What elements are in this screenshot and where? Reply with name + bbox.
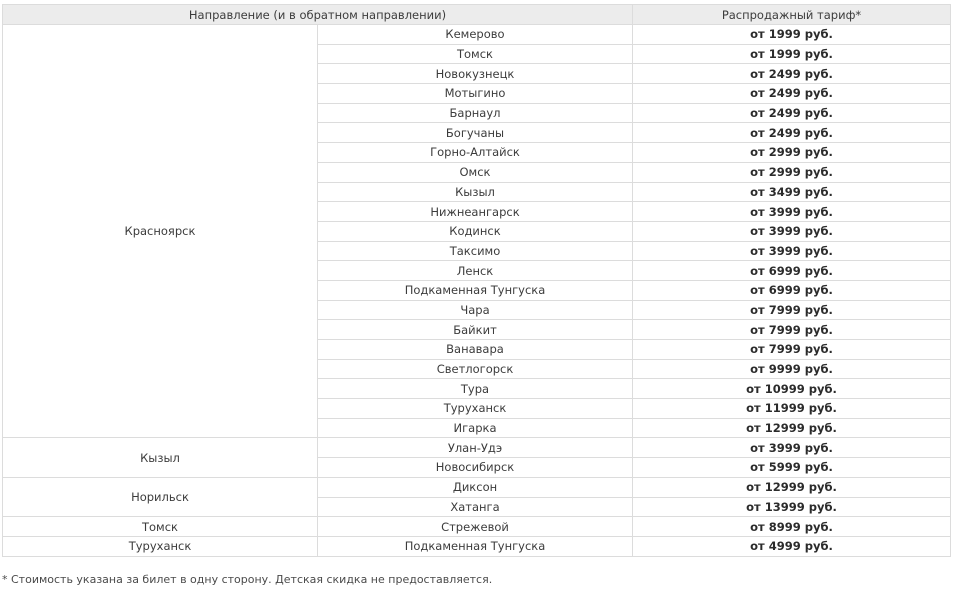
destination-city: Мотыгино <box>318 84 633 104</box>
fares-body <box>3 25 951 557</box>
fare-price: от 7999 руб. <box>633 300 951 320</box>
fare-price: от 8999 руб. <box>633 517 951 537</box>
fare-price: от 1999 руб. <box>633 25 951 45</box>
direction-header: Направление (и в обратном направлении) <box>3 5 633 25</box>
destination-city: Улан-Удэ <box>318 438 633 458</box>
destination-city: Чара <box>318 300 633 320</box>
table-row <box>3 438 951 458</box>
table-row <box>3 25 951 45</box>
fare-price: от 9999 руб. <box>633 359 951 379</box>
fare-price: от 13999 руб. <box>633 497 951 517</box>
fare-price: от 4999 руб. <box>633 536 951 556</box>
destination-city: Стрежевой <box>318 517 633 537</box>
origin-city: Норильск <box>3 477 318 516</box>
origin-city: Томск <box>3 517 318 537</box>
destination-city: Кемерово <box>318 25 633 45</box>
destination-city: Хатанга <box>318 497 633 517</box>
footnote: * Стоимость указана за билет в одну сторону. Детская скидка не предоставляется. <box>2 573 493 586</box>
fare-price: от 5999 руб. <box>633 458 951 478</box>
fare-price: от 6999 руб. <box>633 280 951 300</box>
destination-city: Туруханск <box>318 399 633 419</box>
fare-price: от 2999 руб. <box>633 143 951 163</box>
origin-city: Туруханск <box>3 536 318 556</box>
fare-price: от 3999 руб. <box>633 438 951 458</box>
table-row <box>3 536 951 556</box>
destination-city: Омск <box>318 162 633 182</box>
fare-price: от 11999 руб. <box>633 399 951 419</box>
destination-city: Подкаменная Тунгуска <box>318 536 633 556</box>
fare-price: от 3499 руб. <box>633 182 951 202</box>
fare-price: от 3999 руб. <box>633 202 951 222</box>
destination-city: Светлогорск <box>318 359 633 379</box>
destination-city: Ленск <box>318 261 633 281</box>
destination-city: Горно-Алтайск <box>318 143 633 163</box>
destination-city: Игарка <box>318 418 633 438</box>
fare-price: от 2499 руб. <box>633 123 951 143</box>
destination-city: Кызыл <box>318 182 633 202</box>
table-row <box>3 477 951 497</box>
fares-table <box>2 4 951 557</box>
fare-price: от 12999 руб. <box>633 418 951 438</box>
fare-header: Распродажный тариф* <box>633 5 951 25</box>
fare-price: от 3999 руб. <box>633 221 951 241</box>
fare-price: от 2499 руб. <box>633 84 951 104</box>
fare-price: от 1999 руб. <box>633 44 951 64</box>
destination-city: Новокузнецк <box>318 64 633 84</box>
fare-price: от 2999 руб. <box>633 162 951 182</box>
fare-price: от 7999 руб. <box>633 320 951 340</box>
destination-city: Диксон <box>318 477 633 497</box>
table-header-row <box>3 5 951 25</box>
destination-city: Таксимо <box>318 241 633 261</box>
origin-city: Кызыл <box>3 438 318 477</box>
destination-city: Томск <box>318 44 633 64</box>
destination-city: Кодинск <box>318 221 633 241</box>
fare-price: от 12999 руб. <box>633 477 951 497</box>
destination-city: Барнаул <box>318 103 633 123</box>
fare-price: от 6999 руб. <box>633 261 951 281</box>
fare-price: от 10999 руб. <box>633 379 951 399</box>
fare-price: от 3999 руб. <box>633 241 951 261</box>
table-row <box>3 517 951 537</box>
fare-price: от 2499 руб. <box>633 103 951 123</box>
destination-city: Тура <box>318 379 633 399</box>
fare-price: от 2499 руб. <box>633 64 951 84</box>
origin-city: Красноярск <box>3 25 318 438</box>
destination-city: Новосибирск <box>318 458 633 478</box>
fare-price: от 7999 руб. <box>633 340 951 360</box>
destination-city: Подкаменная Тунгуска <box>318 280 633 300</box>
destination-city: Богучаны <box>318 123 633 143</box>
destination-city: Ванавара <box>318 340 633 360</box>
destination-city: Нижнеангарск <box>318 202 633 222</box>
destination-city: Байкит <box>318 320 633 340</box>
